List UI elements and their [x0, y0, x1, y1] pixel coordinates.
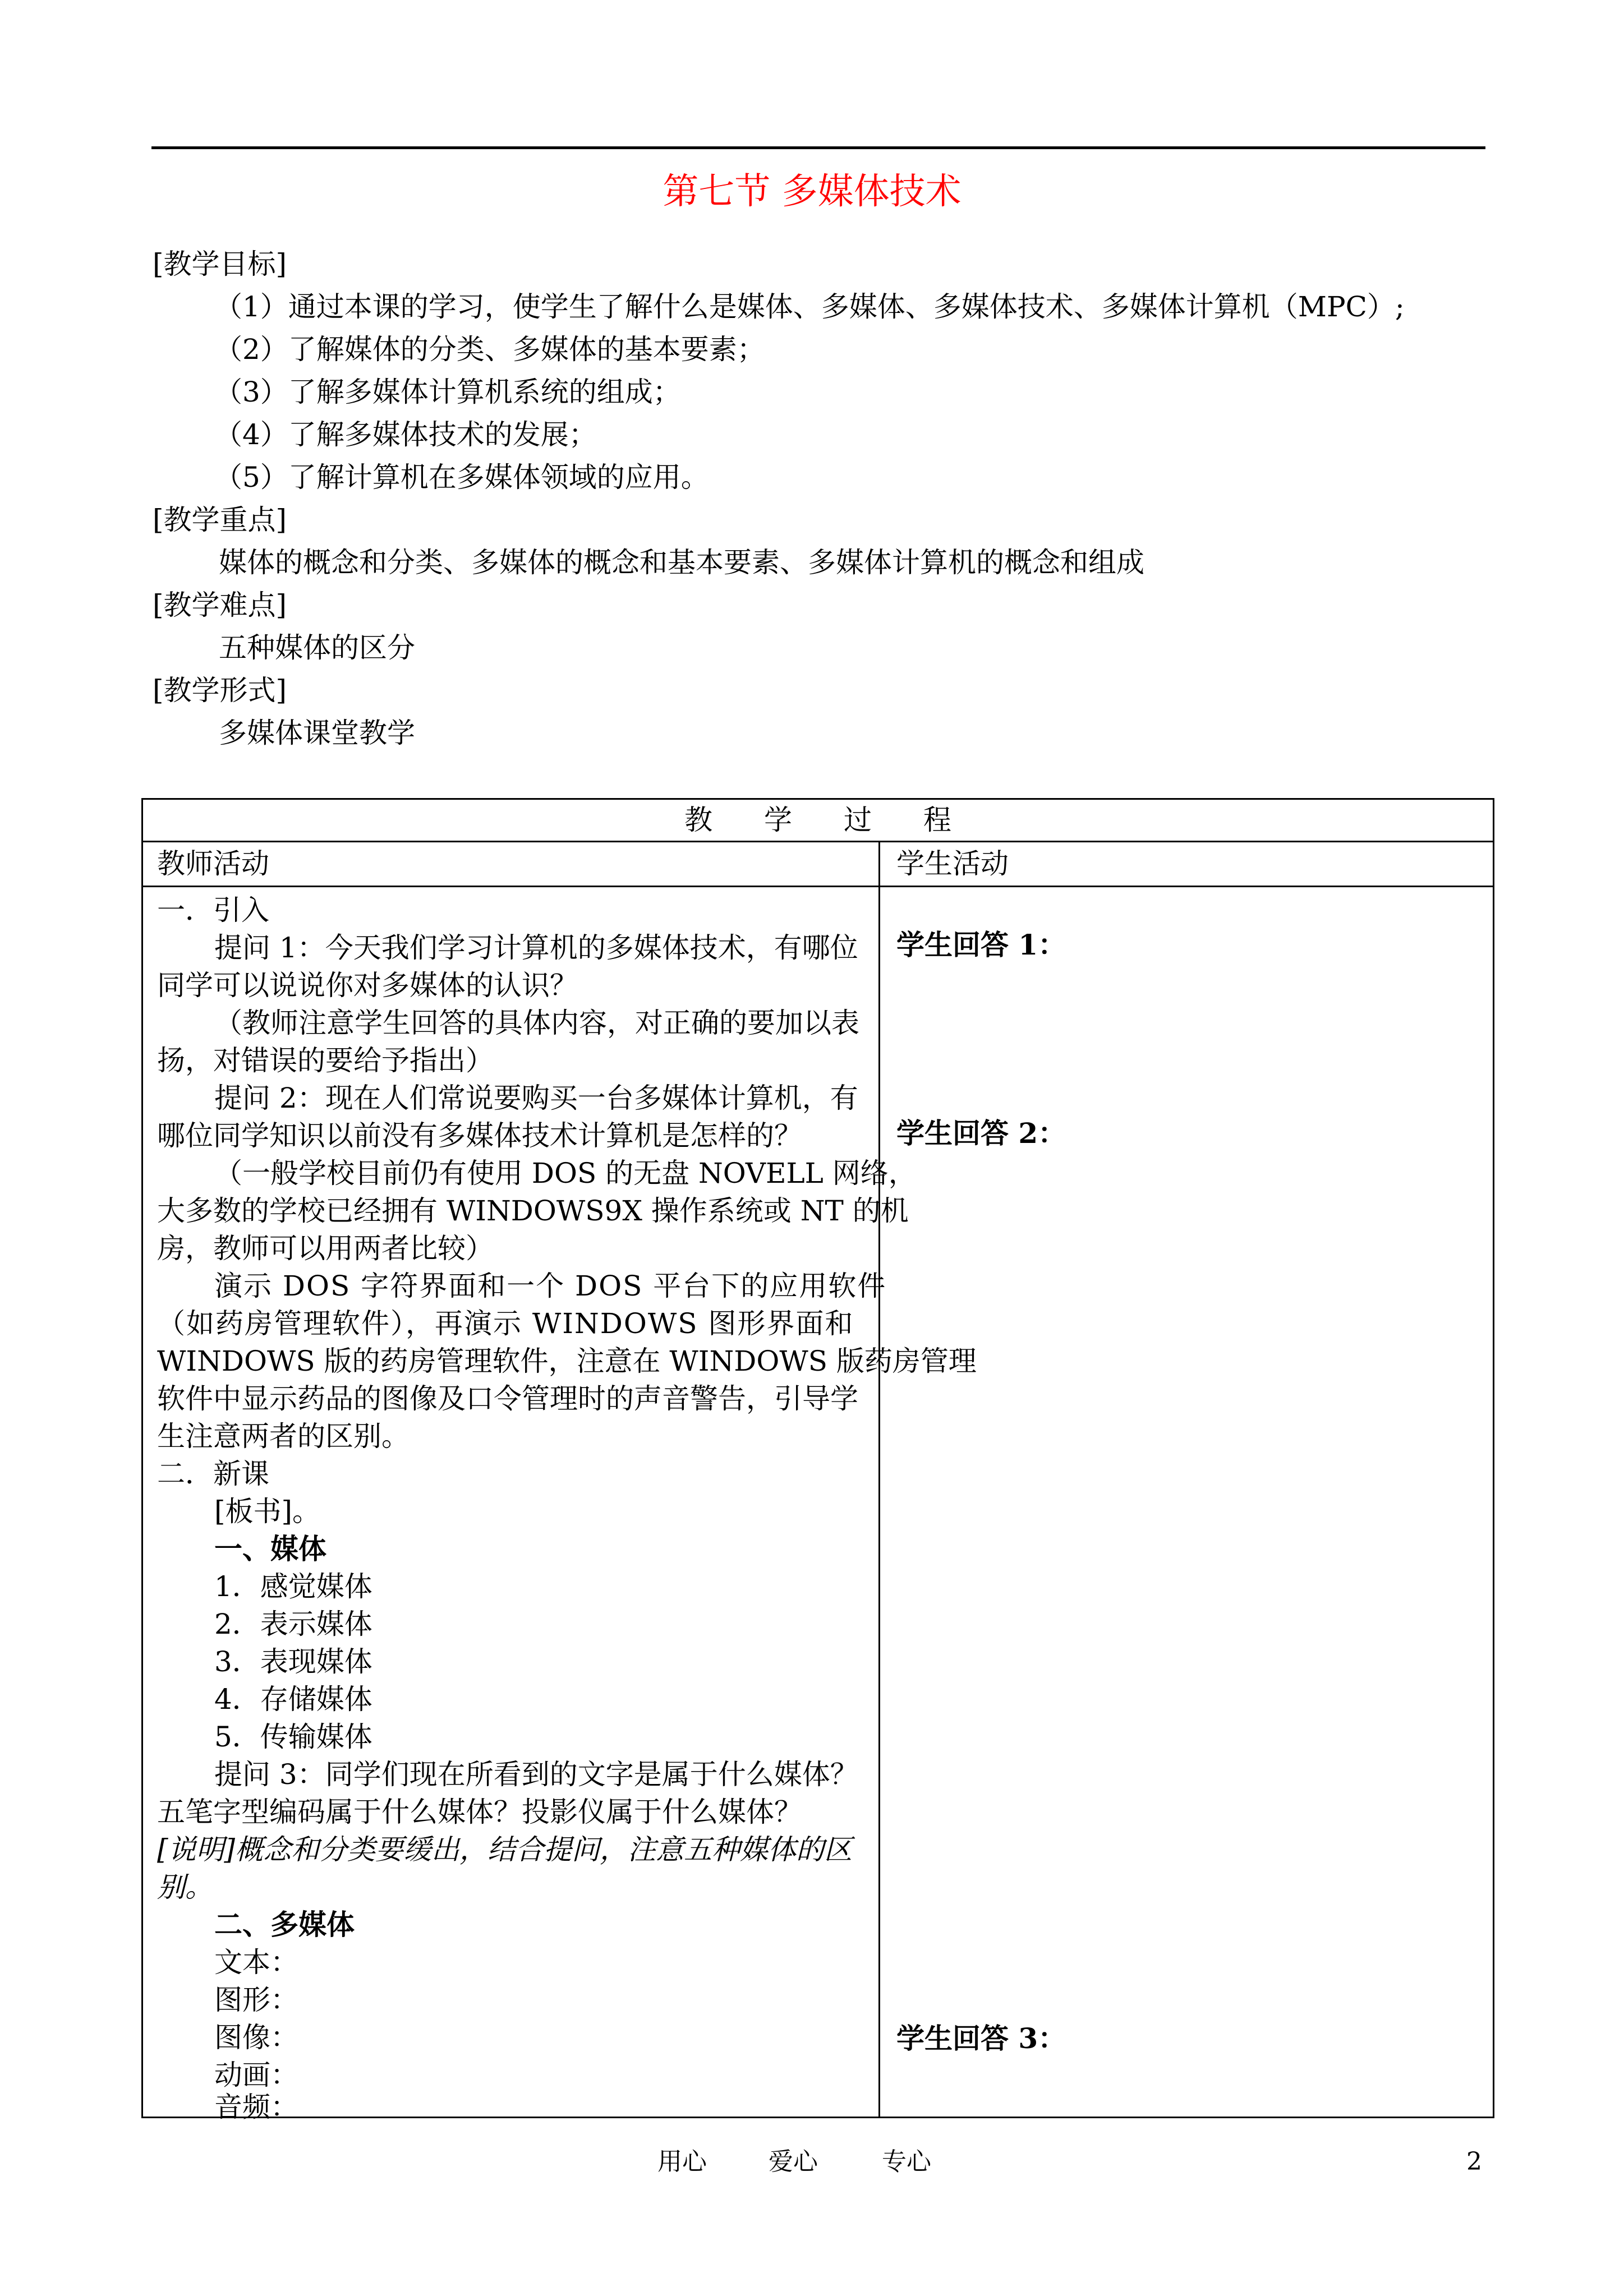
key-points-heading: [教学重点] [153, 504, 287, 536]
teacher-line: （教师注意学生回答的具体内容，对正确的要加以表 [214, 1007, 859, 1039]
page-number: 2 [1466, 2147, 1482, 2176]
teacher-line: 生注意两者的区别。 [157, 1420, 410, 1453]
student-answer: 学生回答 3： [896, 2022, 1066, 2055]
objective-item: （5）了解计算机在多媒体领域的应用。 [214, 461, 709, 494]
header-rule [151, 146, 1485, 149]
teacher-line: （一般学校目前仍有使用 DOS 的无盘 NOVELL 网络， [214, 1157, 917, 1190]
difficulties-heading: [教学难点] [153, 589, 287, 621]
student-answer: 学生回答 2： [896, 1117, 1066, 1150]
form-heading: [教学形式] [153, 674, 287, 707]
objective-item: （2）了解媒体的分类、多媒体的基本要素； [214, 333, 765, 366]
teacher-note: [说明]概念和分类要缓出，结合提问，注意五种媒体的区 [157, 1833, 853, 1866]
student-column-header: 学生活动 [896, 847, 1009, 880]
teacher-line: 提问 1：今天我们学习计算机的多媒体技术，有哪位 [214, 932, 858, 964]
teacher-line: 软件中显示药品的图像及口令管理时的声音警告，引导学 [157, 1382, 858, 1415]
teacher-line: 演示 DOS 字符界面和一个 DOS 平台下的应用软件 [214, 1270, 887, 1302]
teacher-line: 提问 3：同学们现在所看到的文字是属于什么媒体？ [214, 1758, 858, 1791]
teacher-line: 1．感觉媒体 [214, 1570, 372, 1603]
teacher-line: 2．表示媒体 [214, 1608, 372, 1640]
footer-word: 专心 [882, 2147, 931, 2176]
objectives-heading: [教学目标] [153, 248, 287, 280]
table-rule [141, 886, 1494, 887]
table-rule [141, 841, 1494, 842]
teacher-line: 3．表现媒体 [214, 1645, 372, 1678]
footer-word: 用心 [657, 2147, 707, 2176]
difficulties-text: 五种媒体的区分 [219, 631, 415, 664]
key-points-text: 媒体的概念和分类、多媒体的概念和基本要素、多媒体计算机的概念和组成 [219, 546, 1144, 579]
process-title [141, 806, 1494, 834]
teacher-line: [板书]。 [214, 1495, 321, 1528]
objective-item: （1）通过本课的学习，使学生了解什么是媒体、多媒体、多媒体技术、多媒体计算机（MPC）; [214, 291, 1405, 323]
process-title-char: 过 [843, 804, 872, 836]
teacher-line: 音频： [214, 2091, 298, 2123]
teacher-line: 文本： [214, 1946, 298, 1979]
teacher-line: 4．存储媒体 [214, 1683, 372, 1716]
teacher-line: 5．传输媒体 [214, 1721, 372, 1753]
teacher-line: 一．引入 [157, 894, 269, 926]
teacher-line: 哪位同学知识以前没有多媒体技术计算机是怎样的？ [157, 1119, 802, 1152]
objective-item: （4）了解多媒体技术的发展； [214, 418, 597, 451]
teacher-line: 图像： [214, 2021, 298, 2054]
process-title-char: 教 [684, 804, 713, 836]
teacher-line: 动画： [214, 2059, 298, 2091]
teacher-line: 图形： [214, 1984, 298, 2016]
footer-word: 爱心 [769, 2147, 818, 2176]
column-divider [878, 842, 880, 2118]
teacher-column-header: 教师活动 [157, 847, 269, 880]
process-title-char: 程 [923, 804, 951, 836]
teacher-line: 房，教师可以用两者比较） [157, 1232, 494, 1265]
teacher-line: 提问 2：现在人们常说要购买一台多媒体计算机，有 [214, 1082, 858, 1114]
teacher-note: 别。 [157, 1871, 213, 1903]
process-title-char: 学 [764, 804, 793, 836]
teacher-line: 大多数的学校已经拥有 WINDOWS9X 操作系统或 NT 的机 [157, 1195, 909, 1227]
teacher-line: 同学可以说说你对多媒体的认识？ [157, 969, 578, 1002]
teacher-line: WINDOWS 版的药房管理软件，注意在 WINDOWS 版药房管理 [157, 1345, 977, 1377]
teacher-line: （如药房管理软件），再演示 WINDOWS 图形界面和 [157, 1307, 854, 1340]
page-title: 第七节 多媒体技术 [663, 171, 961, 213]
teacher-line: 扬，对错误的要给予指出） [157, 1044, 494, 1077]
form-text: 多媒体课堂教学 [219, 717, 415, 749]
section-heading: 一、媒体 [214, 1532, 326, 1565]
objective-item: （3）了解多媒体计算机系统的组成； [214, 376, 681, 408]
teacher-line: 二．新课 [157, 1458, 269, 1490]
teacher-line: 五笔字型编码属于什么媒体？投影仪属于什么媒体？ [157, 1796, 802, 1828]
student-answer: 学生回答 1： [896, 928, 1066, 961]
section-heading: 二、多媒体 [214, 1908, 355, 1941]
